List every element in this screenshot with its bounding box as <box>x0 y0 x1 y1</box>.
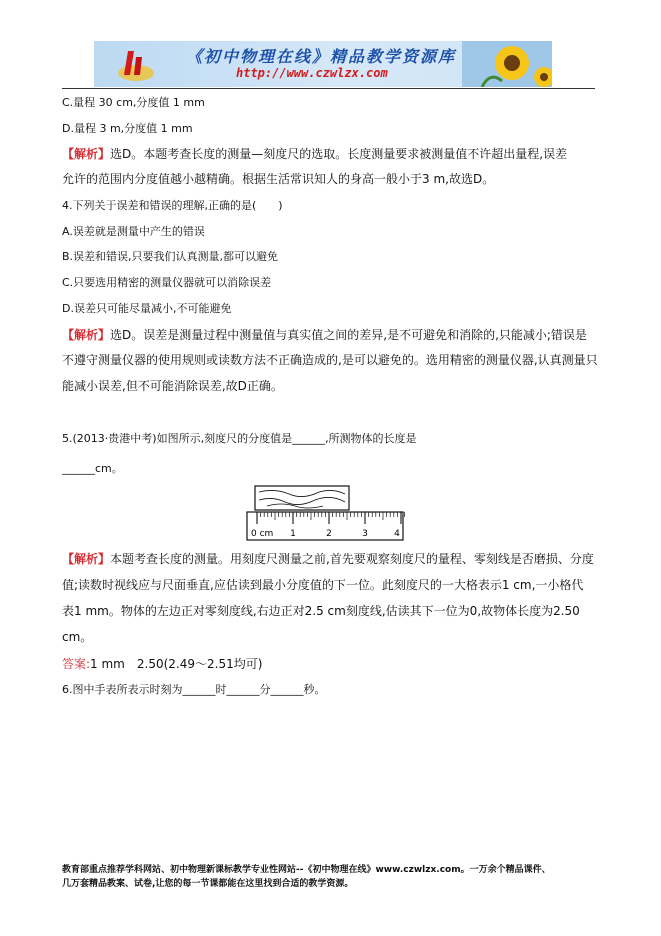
ruler-tick-label-1: 1 <box>290 529 296 539</box>
answer-text: 1 mm 2.50(2.49～2.51均可) <box>90 657 263 671</box>
ruler-figure <box>245 484 407 546</box>
q3-option-d: D.量程 3 m,分度值 1 mm <box>62 122 193 135</box>
analysis-tag: 【解析】 <box>62 328 111 342</box>
q5-stem-line-2: ______cm。 <box>62 462 123 475</box>
measured-object <box>255 486 349 510</box>
sunflower-icon <box>462 41 552 87</box>
q3-option-c: C.量程 30 cm,分度值 1 mm <box>62 96 205 109</box>
ruler-tick-label-4: 4 <box>394 529 400 539</box>
footer-line-1: 教育部重点推荐学科网站、初中物理新课标教学专业性网站--《初中物理在线》www.czwlzx.com。一万余个精品课件、 <box>62 865 551 875</box>
q3-analysis-line-1: 【解析】选D。本题考查长度的测量—刻度尺的选取。长度测量要求被测量值不许超出量程,误差 <box>62 147 568 161</box>
ruler-unit-label: 0 cm <box>251 529 274 539</box>
q5-answer <box>62 656 262 672</box>
answer-label: 答案: <box>62 657 91 671</box>
q4-analysis-line-2: 不遵守测量仪器的使用规则或读数方法不正确造成的,是可以避免的。选用精密的测量仪器,认真测量只 <box>62 353 598 367</box>
q4-option-d: D.误差只可能尽量减小,不可能避免 <box>62 302 232 315</box>
ruler-tick-label-2: 2 <box>326 529 332 539</box>
footer-line-2: 几万套精品教案、试卷,让您的每一节课都能在这里找到合适的教学资源。 <box>62 879 354 889</box>
q5-analysis-line-4: cm。 <box>62 630 93 644</box>
q4-option-b: B.误差和错误,只要我们认真测量,都可以避免 <box>62 250 279 263</box>
header-banner <box>94 41 552 87</box>
site-logo-icon <box>116 47 156 83</box>
q4-analysis-line-3: 能减小误差,但不可能消除误差,故D正确。 <box>62 379 283 393</box>
q5-analysis-line-2: 值;读数时视线应与尺面垂直,应估读到最小分度值的下一位。此刻度尺的一大格表示1 cm,一小格代 <box>62 578 584 592</box>
analysis-tag: 【解析】 <box>62 552 111 566</box>
q3-analysis-line-2: 允许的范围内分度值越小越精确。根据生活常识知人的身高一般小于3 m,故选D。 <box>62 172 495 186</box>
q4-analysis-line-1: 【解析】选D。误差是测量过程中测量值与真实值之间的差异,是不可避免和消除的,只能减小;错误是 <box>62 328 587 342</box>
q5-analysis-line-3: 表1 mm。物体的左边正对零刻度线,右边正对2.5 cm刻度线,估读其下一位为0,故物体长度为2.50 <box>62 604 580 618</box>
q5-stem-line-1: 5.(2013·贵港中考)如图所示,刻度尺的分度值是______,所测物体的长度是 <box>62 432 417 445</box>
q4-option-a: A.误差就是测量中产生的错误 <box>62 225 205 238</box>
ruler-diagram <box>245 484 407 542</box>
q4-stem: 4.下列关于误差和错误的理解,正确的是( ) <box>62 199 283 212</box>
analysis-tag: 【解析】 <box>62 147 111 161</box>
header-divider <box>62 88 595 89</box>
q6-stem: 6.图中手表所表示时刻为______时______分______秒。 <box>62 683 326 696</box>
q4-option-c: C.只要选用精密的测量仪器就可以消除误差 <box>62 276 272 289</box>
ruler-tick-label-3: 3 <box>362 529 368 539</box>
q5-analysis-line-1: 【解析】本题考查长度的测量。用刻度尺测量之前,首先要观察刻度尺的量程、零刻线是否磨损、分度 <box>62 552 594 566</box>
banner-url[interactable]: http://www.czwlzx.com <box>236 66 388 80</box>
banner-title: 《初中物理在线》精品教学资源库 <box>186 47 457 66</box>
